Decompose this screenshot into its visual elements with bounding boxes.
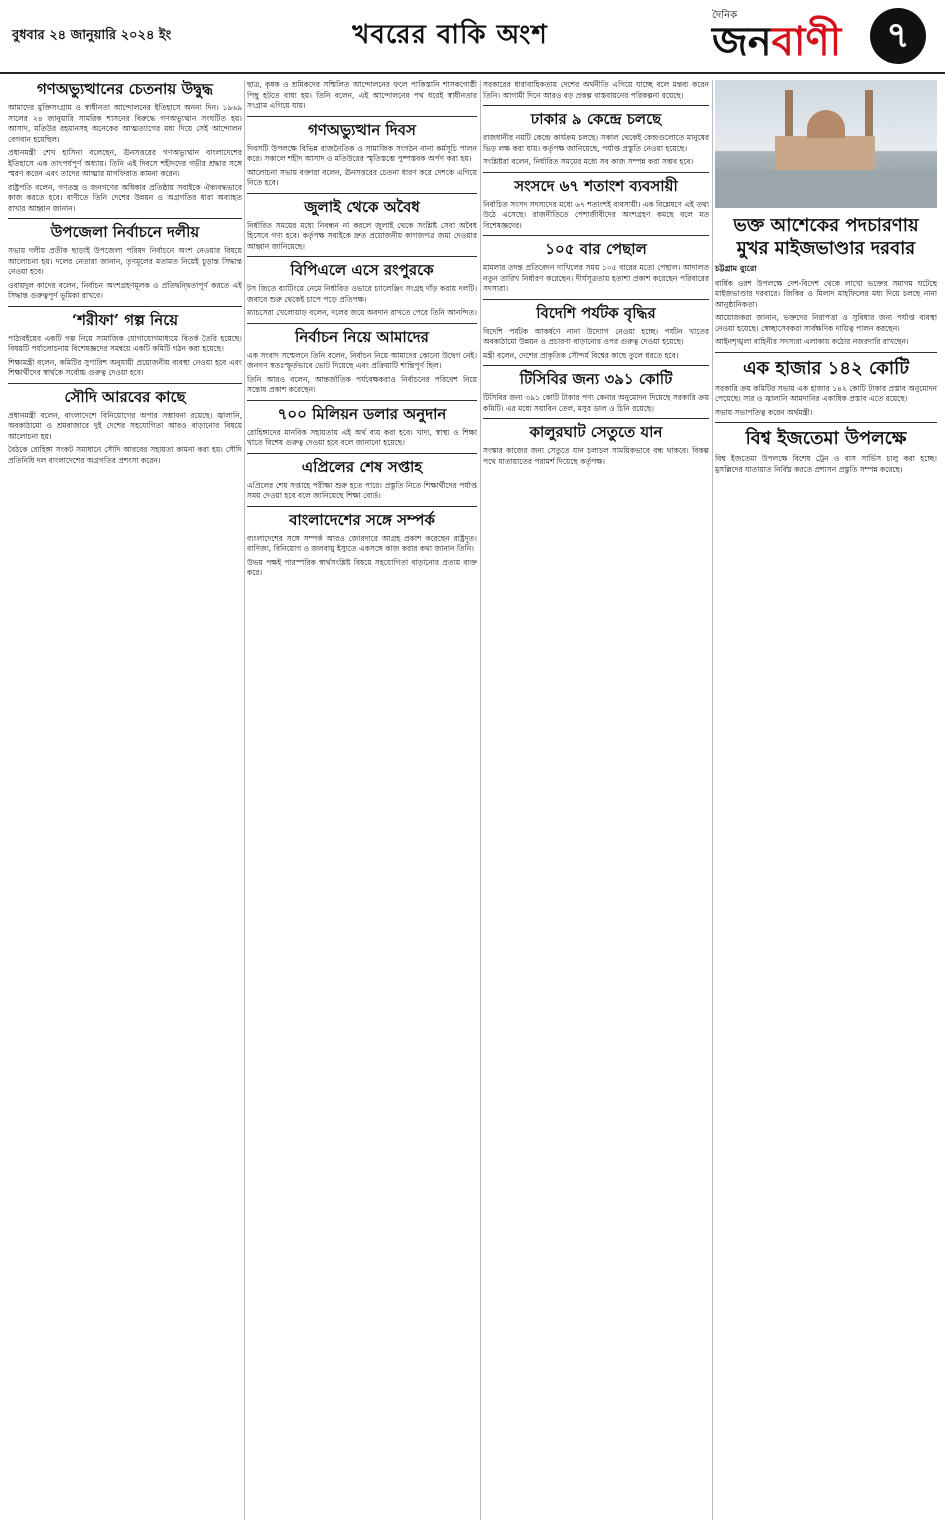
issue-date: বুধবার ২৪ জানুয়ারি ২০২৪ ইং [12,28,172,43]
article-headline: বিশ্ব ইজতেমা উপলক্ষে [715,422,937,450]
column-divider [712,80,713,1520]
article-paragraph: তিনি আরও বলেন, আন্তর্জাতিক পর্যবেক্ষকরাও নির্বাচনের পরিবেশ নিয়ে সন্তোষ প্রকাশ করেছেন। [247,374,477,394]
article-paragraph: টিসিবির জন্য ৩৯১ কোটি টাকার পণ্য কেনার অনুমোদন দিয়েছে সরকারি ক্রয় কমিটি। এর মধ্যে সয়াবিন তেল, মসুর ডাল ও চিনি রয়েছে। [483,393,709,413]
article-paragraph: ছাত্র, কৃষক ও শ্রমিকদের সম্মিলিত আন্দোলনের ফলে পাকিস্তানি শাসকগোষ্ঠী পিছু হটতে বাধ্য হয়। তিনি বলেন, এই আন্দোলনের পথ ধরেই স্বাধীনতার সংগ্রাম এগিয়ে যায়। [247,80,477,110]
article-paragraph: রোহিঙ্গাদের মানবিক সহায়তায় এই অর্থ ব্যয় করা হবে। খাদ্য, স্বাস্থ্য ও শিক্ষা খাতে বিশেষ গুরুত্ব দেওয়া হবে বলে জানানো হয়েছে। [247,427,477,447]
article-headline: ১০৫ বার পেছাল [483,235,709,259]
article-headline: বাংলাদেশের সঙ্গে সম্পর্ক [247,506,477,530]
article-paragraph: ওবায়দুল কাদের বলেন, নির্বাচন অংশগ্রহণমূলক ও প্রতিদ্বন্দ্বিতাপূর্ণ করতে এই সিদ্ধান্ত গুরুত্বপূর্ণ ভূমিকা রাখবে। [8,280,242,300]
page-header [0,0,945,74]
article-headline: এপ্রিলের শেষ সপ্তাহ [247,453,477,477]
article-paragraph: বার্ষিক ওরশ উপলক্ষে দেশ-বিদেশ থেকে লাখো ভক্তের সমাগম ঘটেছে মাইজভাণ্ডার দরবারে। জিকির ও মিলাদ মাহফিলের মধ্য দিয়ে চলছে নানা আনুষ্ঠানিকতা। [715,278,937,309]
article-paragraph: সংস্কার কাজের জন্য সেতুতে যান চলাচল সাময়িকভাবে বন্ধ থাকবে। বিকল্প পথে যাতায়াতের পরামর্শ দিয়েছে কর্তৃপক্ষ। [483,446,709,466]
section-title: খবরের বাকি অংশ [352,20,548,50]
article-paragraph: রাজধানীর নয়টি কেন্দ্রে কার্যক্রম চলছে। সকাল থেকেই কেন্দ্রগুলোতে মানুষের ভিড় লক্ষ করা যায়। কর্তৃপক্ষ জানিয়েছে, পর্যাপ্ত প্রস্তুতি নেওয়া হয়েছে। [483,133,709,153]
column-divider [244,80,245,1520]
byline: চট্টগ্রাম ব্যুরো [715,264,757,273]
column-4 [715,80,937,1520]
building-shape [775,136,875,170]
article-headline: এক হাজার ১৪২ কোটি [715,352,937,380]
article-paragraph: নির্বাচিত সংসদ সদস্যদের মধ্যে ৬৭ শতাংশই ব্যবসায়ী। এক বিশ্লেষণে এই তথ্য উঠে এসেছে। রাজনীতিতে পেশাজীবীদের অংশগ্রহণ কমছে বলে মত বিশেষজ্ঞদের। [483,199,709,230]
article-headline: বিপিএলে এসে রংপুরকে [247,256,477,280]
dome-shape [807,110,845,138]
article-paragraph: বিদেশি পর্যটক আকর্ষণে নানা উদ্যোগ নেওয়া হচ্ছে। পর্যটন খাতের অবকাঠামো উন্নয়ন ও প্রচারণা বাড়ানোর ওপর গুরুত্ব দেওয়া হয়েছে। [483,326,709,346]
article-headline: ৭০০ মিলিয়ন ডলার অনুদান [247,400,477,424]
article-paragraph: ম্যাচসেরা খেলোয়াড় বলেন, দলের জয়ে অবদান রাখতে পেরে তিনি আনন্দিত। [247,308,477,317]
article-paragraph: আলোচনা সভায় বক্তারা বলেন, ঊনসত্তরের চেতনা ধারণ করে দেশকে এগিয়ে নিতে হবে। [247,167,477,187]
article-paragraph: সভায় দলীয় প্রতীক ছাড়াই উপজেলা পরিষদ নির্বাচনে অংশ নেওয়ার বিষয়ে আলোচনা হয়। দলের নেতারা জানান, তৃণমূলের মতামত নিয়েই চূড়ান্ত সিদ্ধান্ত নেওয়া হবে। [8,246,242,276]
column-3 [483,80,709,1520]
newspaper-logo [712,8,862,64]
article-headline: ‘শরীফা’ গল্প নিয়ে [8,306,242,330]
article-paragraph: সভায় সভাপতিত্ব করেন অর্থমন্ত্রী। [715,407,813,417]
article-paragraph: মামলার তদন্ত প্রতিবেদন দাখিলের সময় ১০৫ বারের মতো পেছাল। আদালত নতুন তারিখ নির্ধারণ করেছেন। দীর্ঘসূত্রতায় হতাশা প্রকাশ করেছেন পরিবারের সদস্যরা। [483,263,709,293]
logo-daily-label: দৈনিক [712,10,738,21]
water-shape [715,170,937,208]
feature-headline: ভক্ত আশেকের পদচারণায় মুখর মাইজভাণ্ডার দরবার [733,215,919,259]
article-paragraph: দিবসটি উপলক্ষে বিভিন্ন রাজনৈতিক ও সামাজিক সংগঠন নানা কর্মসূচি পালন করে। সকালে শহীদ আসাদ ও মতিউরের স্মৃতিস্তম্ভে পুষ্পস্তবক অর্পণ করা হয়। [247,143,477,163]
article-paragraph: এপ্রিলের শেষ সপ্তাহে পরীক্ষা শুরু হতে পারে। প্রস্তুতি নিতে শিক্ষার্থীদের পর্যাপ্ত সময় দেওয়া হবে বলে জানিয়েছে শিক্ষা বোর্ড। [247,480,477,500]
logo-name [712,20,841,64]
article-headline: সংসদে ৬৭ শতাংশ ব্যবসায়ী [483,172,709,196]
article-paragraph: আইনশৃঙ্খলা বাহিনীর সদস্যরা এলাকায় কঠোর নজরদারি রাখছেন। [715,337,909,346]
article-headline: বিদেশি পর্যটক বৃদ্ধির [483,299,709,323]
article-headline: গণঅভ্যুত্থান দিবস [247,116,477,140]
article-headline: নির্বাচন নিয়ে আমাদের [247,323,477,347]
article-paragraph: উভয় পক্ষই পারস্পরিক স্বার্থসংশ্লিষ্ট বিষয়ে সহযোগিতা বাড়ানোর প্রত্যয় ব্যক্ত করে। [247,557,477,577]
column-1 [8,80,242,1520]
article-paragraph: সংশ্লিষ্টরা বলেন, নির্ধারিত সময়ের মধ্যে সব কাজ সম্পন্ন করা সম্ভব হবে। [483,157,694,166]
article-headline: উপজেলা নির্বাচনে দলীয় [8,218,242,242]
article-paragraph: শিক্ষামন্ত্রী বলেন, কমিটির সুপারিশ অনুযায়ী প্রয়োজনীয় ব্যবস্থা নেওয়া হবে এবং শিক্ষার্থীদের স্বার্থকে সর্বোচ্চ গুরুত্ব দেওয়া হবে। [8,357,242,377]
article-paragraph: বিশ্ব ইজতেমা উপলক্ষে বিশেষ ট্রেন ও বাস সার্ভিস চালু করা হচ্ছে। মুসল্লিদের যাতায়াত নির্বিঘ্ন করতে প্রশাসন প্রস্তুতি সম্পন্ন করেছে। [715,454,937,474]
article-paragraph: আয়োজকরা জানান, ভক্তদের নিরাপত্তা ও সুবিধার জন্য পর্যাপ্ত ব্যবস্থা নেওয়া হয়েছে। স্বেচ্ছাসেবকরা সার্বক্ষণিক দায়িত্ব পালন করছেন। [715,313,937,333]
logo-name-part-a: জন [712,19,772,65]
article-headline: কালুরঘাট সেতুতে যান [483,418,709,442]
article-paragraph: সরকারের ধারাবাহিকতায় দেশের অর্থনীতি এগিয়ে যাচ্ছে বলে মন্তব্য করেন তিনি। আগামী দিনে আরও বড় প্রকল্প বাস্তবায়নের পরিকল্পনা রয়েছে। [483,80,709,100]
article-headline: টিসিবির জন্য ৩৯১ কোটি [483,365,709,389]
article-paragraph: সরকারি ক্রয় কমিটির সভায় এক হাজার ১৪২ কোটি টাকার প্রস্তাব অনুমোদন পেয়েছে। সার ও জ্বালানি আমদানির একাধিক প্রস্তাব এতে রয়েছে। [715,383,937,403]
article-headline: জুলাই থেকে অবৈধ [247,193,477,217]
article-paragraph: বাংলাদেশের সঙ্গে সম্পর্ক আরও জোরদারে আগ্রহ প্রকাশ করেছেন রাষ্ট্রদূত। বাণিজ্য, বিনিয়োগ ও জলবায়ু ইস্যুতে একসঙ্গে কাজ করার কথা জানান তিনি। [247,533,477,553]
article-paragraph: পাঠ্যবইয়ের একটি গল্প নিয়ে সামাজিক যোগাযোগমাধ্যমে বিতর্ক তৈরি হয়েছে। বিষয়টি পর্যালোচনায় বিশেষজ্ঞদের সমন্বয়ে একটি কমিটি গঠন করা হয়েছে। [8,333,242,353]
article-paragraph: রাষ্ট্রপতি বলেন, গণতন্ত্র ও জনগণের অধিকার প্রতিষ্ঠায় সবাইকে ঐক্যবদ্ধভাবে কাজ করতে হবে। বাণীতে তিনি দেশের উন্নয়ন ও অগ্রগতির ধারা অব্যাহত রাখার আহ্বান জানান। [8,182,242,213]
page-number: ৭ [870,8,926,64]
article-paragraph: নির্ধারিত সময়ের মধ্যে নিবন্ধন না করলে জুলাই থেকে সংশ্লিষ্ট সেবা অবৈধ হিসেবে গণ্য হবে। কর্তৃপক্ষ সবাইকে দ্রুত প্রয়োজনীয় কাগজপত্র জমা দেওয়ার আহ্বান জানিয়েছে। [247,220,477,251]
column-2 [247,80,477,1520]
article-paragraph: বৈঠকে রোহিঙ্গা সংকট সমাধানে সৌদি আরবের সহায়তা কামনা করা হয়। সৌদি প্রতিনিধি দল বাংলাদেশের অগ্রগতির প্রশংসা করেন। [8,445,242,465]
article-paragraph: আমাদের মুক্তিসংগ্রাম ও স্বাধীনতা আন্দোলনের ইতিহাসে অনন্য দিন। ১৯৬৯ সালের ২৪ জানুয়ারি সামরিক শাসনের বিরুদ্ধে গণঅভ্যুত্থান সংঘটিত হয়। আসাদ, মতিউর রহমানসহ অনেকের আত্মত্যাগের মধ্য দিয়ে সেই আন্দোলন বেগবান হয়েছিল। [8,103,242,144]
article-paragraph: প্রধানমন্ত্রী শেখ হাসিনা বলেছেন, ঊনসত্তরের গণঅভ্যুত্থান বাংলাদেশের ইতিহাসে এক তাৎপর্যপূর্ণ অধ্যায়। তিনি এই দিবসে শহীদদের গভীর শ্রদ্ধার সঙ্গে স্মরণ করেন এবং তাদের আত্মার মাগফিরাত কামনা করেন। [8,148,242,178]
column-divider [480,80,481,1520]
article-paragraph: মন্ত্রী বলেন, দেশের প্রাকৃতিক সৌন্দর্য বিশ্বের কাছে তুলে ধরতে হবে। [483,350,679,360]
logo-name-part-b: বাণী [771,19,842,65]
article-paragraph: এক সংবাদ সম্মেলনে তিনি বলেন, নির্বাচন নিয়ে আমাদের কোনো উদ্বেগ নেই। জনগণ স্বতঃস্ফূর্তভাবে ভোট দিয়েছে এবং প্রক্রিয়াটি শান্তিপূর্ণ ছিল। [247,350,477,370]
article-paragraph: টস জিতে ব্যাটিংয়ে নেমে নির্ধারিত ওভারে চ্যালেঞ্জিং সংগ্রহ দাঁড় করায় দলটি। জবাবে শুরু থেকেই চাপে পড়ে প্রতিপক্ষ। [247,284,477,304]
article-headline: ঢাকার ৯ কেন্দ্রে চলছে [483,105,709,129]
article-headline: সৌদি আরবের কাছে [8,383,242,407]
article-paragraph: প্রধানমন্ত্রী বলেন, বাংলাদেশে বিনিয়োগের অপার সম্ভাবনা রয়েছে। জ্বালানি, অবকাঠামো ও শ্রমবাজারে দুই দেশের সহযোগিতা আরও বাড়ানোর বিষয়ে আলোচনা হয়। [8,410,242,441]
article-headline: গণঅভ্যুত্থানের চেতনায় উদ্বুদ্ধ [36,80,214,98]
shrine-photo [715,80,937,208]
